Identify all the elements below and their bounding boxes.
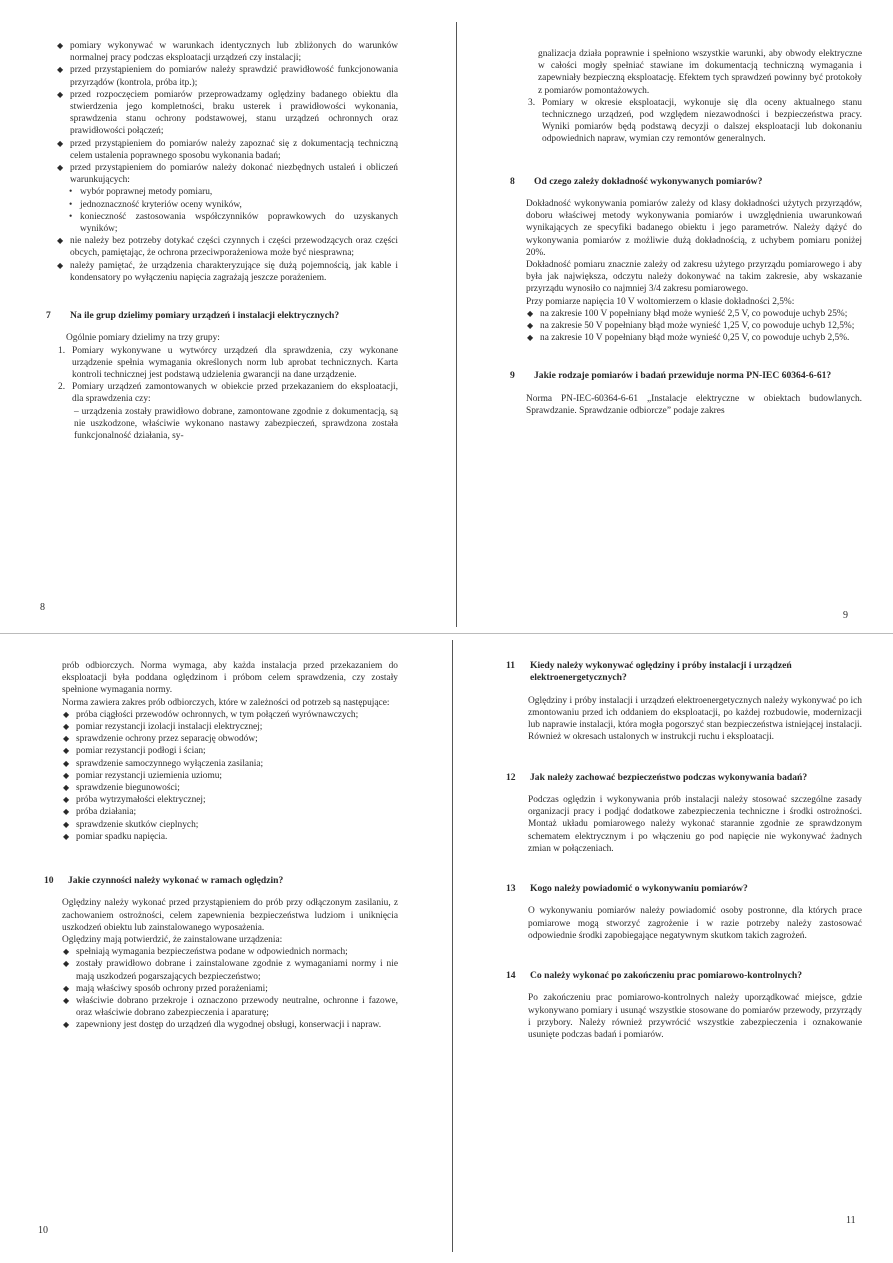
page-number: 11 xyxy=(846,1215,856,1226)
list-item: ◆ próba ciągłości przewodów ochronnych, w tym połączeń wyrównawczych; xyxy=(62,709,398,721)
paragraph: Podczas oględzin i wykonywania prób instalacji należy stosować szczególne zasady organizacji pracy i podjąć dodatkowe zabezpieczenia techniczne i środki ostrożności. Montaż układu pomiarowego należy wykonać starannie zgodnie ze sprawdzonym schematem elektrycznym i po włączeniu go pod napięcie nie wykonywać żadnych zmian w połączeniach. xyxy=(528,795,862,854)
list-item: ◆ próba działania; xyxy=(62,806,398,818)
list-item: ◆ na zakresie 100 V popełniany błąd może wynieść 2,5 V, co powoduje uchyb 25%; xyxy=(526,308,862,320)
page-10 xyxy=(44,660,398,1032)
item-number: 1. xyxy=(58,345,66,356)
question-heading xyxy=(46,310,398,322)
paragraph: Oględziny należy wykonać przed przystąpieniem do prób przy odłączonym zasilaniu, z zachowaniem ostrożności, celem zapewnienia bezpieczeństwa ludziom i uniknięcia uszkodzeń obiektu lub zainstalowanego wyposażenia. xyxy=(62,898,398,933)
bullet-list xyxy=(56,40,398,186)
item-text: Pomiary urządzeń zamontowanych w obiekcie przed przekazaniem do eksploatacji, dla sprawdzenia czy: xyxy=(72,382,398,405)
list-item: ◆ przed rozpoczęciem pomiarów przeprowadzamy oględziny badanego obiektu dla stwierdzenia jego kompletności, braku usterek i prawidłowości wykonania, sprawdzenia stanu ochrony podstawowej, stanu urządzeń ochronnych oraz prawidłowości połączeń; xyxy=(56,89,398,138)
paragraph: Norma PN-IEC-60364-6-61 „Instalacje elektryczne w obiektach budowlanych. Sprawdzanie. Sprawdzanie odbiorcze” podaje zakres xyxy=(526,393,862,417)
list-item: ◆ pomiar rezystancji izolacji instalacji elektrycznej; xyxy=(62,721,398,733)
list-item: ◆ przed przystąpieniem do pomiarów należy dokonać niezbędnych ustaleń i obliczeń warunkujących: xyxy=(56,162,398,186)
list-item: ◆ pomiar spadku napięcia. xyxy=(62,831,398,843)
paragraph: Oględziny i próby instalacji i urządzeń elektroenergetycznych należy wykonywać po ich zmontowaniu przed ich oddaniem do eksploatacji, po każdej rozbudowie, modernizacji lub naprawie instalacji, która mogła pogorszyć stan bezpieczeństwa istniejącej instalacji. Również w okresach ustalonych w instrukcji ruchu i eksploatacji. xyxy=(528,695,862,743)
question-heading xyxy=(510,176,862,188)
bullet-list xyxy=(526,308,862,345)
list-item: • konieczność zastosowania współczynników poprawkowych do uzyskanych wyników; xyxy=(56,211,398,235)
list-item: • wybór poprawnej metody pomiaru, xyxy=(56,186,398,198)
question-heading xyxy=(506,660,862,685)
list-item: ◆ sprawdzenie biegunowości; xyxy=(62,782,398,794)
paragraph: gnalizacja działa poprawnie i spełniono wszystkie warunki, aby obwody elektryczne w całości mogły spełniać stawiane im dokumentacją techniczną wymagania i zapewniały bezpieczną eksploatację. Efektem tych sprawdzeń powinny być protokoły z pomiarów pomontażowych. xyxy=(538,49,862,96)
paragraph: Norma zawiera zakres prób odbiorczych, które w zależności od potrzeb są następujące: xyxy=(62,697,390,708)
question-number: 9 xyxy=(510,370,515,382)
bullet-list xyxy=(56,235,398,284)
list-item: ◆ zapewniony jest dostęp do urządzeń dla wygodnej obsługi, konserwacji i napraw. xyxy=(62,1019,398,1031)
list-item: ◆ sprawdzenie samoczynnego wyłączenia zasilania; xyxy=(62,758,398,770)
question-number: 8 xyxy=(510,175,515,187)
list-item xyxy=(56,345,398,382)
question-title: Kiedy należy wykonywać oględziny i próby instalacji i urządzeń elektroenergetycznych? xyxy=(530,660,792,684)
question-title: Na ile grup dzielimy pomiary urządzeń i instalacji elektrycznych? xyxy=(70,310,340,322)
item-number: 3. xyxy=(528,97,536,108)
sub-list xyxy=(56,186,398,235)
page-number: 10 xyxy=(38,1225,48,1236)
page-11 xyxy=(506,660,862,1041)
item-text: Pomiary w okresie eksploatacji, wykonuje się dla oceny aktualnego stanu technicznego urządzeń, pod względem niezawodności i bezpieczeństwa pracy. Wyniki pomiarów będą podstawą decyzji o dalszej eksploatacji lub dokonaniu odpowiednich napraw, wymian czy remontów generalnych. xyxy=(542,97,862,145)
page-9 xyxy=(510,48,862,417)
list-item xyxy=(56,381,398,405)
paragraph: – urządzenia zostały prawidłowo dobrane, zamontowane zgodnie z dokumentacją, są nie uszkodzone, właściwie wykonano nastawy zabezpieczeń, sprawdzona została funkcjonalność działania, sy- xyxy=(74,406,398,442)
spine-top xyxy=(456,22,457,627)
question-number: 10 xyxy=(44,875,54,887)
question-title: Jakie rodzaje pomiarów i badań przewiduje norma PN-IEC 60364-6-61? xyxy=(534,370,832,382)
paragraph: Ogólnie pomiary dzielimy na trzy grupy: xyxy=(66,333,220,344)
list-item: • jednoznaczność kryteriów oceny wyników, xyxy=(56,199,398,211)
question-number: 13 xyxy=(506,883,516,895)
bullet-list xyxy=(62,709,398,843)
list-item: ◆ sprawdzenie skutków cieplnych; xyxy=(62,819,398,831)
question-title: Od czego zależy dokładność wykonywanych pomiarów? xyxy=(534,175,763,187)
list-item: ◆ należy pamiętać, że urządzenia charakteryzujące się dużą pojemnością, jak kable i kondensatory po wyłączeniu napięcia zagrażają jeszcze porażeniem. xyxy=(56,260,398,284)
bullet-list xyxy=(62,946,398,1031)
paragraph: Dokładność pomiaru znacznie zależy od zakresu użytego przyrządu pomiarowego i aby była jak największa, odczytu należy dokonywać na takim zakresie, aby wskazanie przyrządu wynosiło co najmniej 3/4 zakresu pomiarowego. xyxy=(526,260,862,295)
paragraph: Dokładność wykonywania pomiarów zależy od klasy dokładności użytych przyrządów, doboru właściwej metody wykonywania pomiarów i uwzględnienia uwarunkowań wynikających ze specyfiki badanego obiektu i jego parametrów. Należy dążyć do wykonywania pomiarów z możliwie dużą dokładnością, z uchybem pomiaru poniżej 20%. xyxy=(526,199,862,258)
page-number: 8 xyxy=(40,602,45,613)
item-text: Pomiary wykonywane u wytwórcy urządzeń dla sprawdzenia, czy wykonane urządzenie spełnia wymagania określonych norm lub aprobat technicznych. Karta kontroli technicznej jest podstawą udzielenia gwarancji na dane urządzenie. xyxy=(72,345,398,381)
question-heading xyxy=(506,970,862,982)
list-item: ◆ przed przystąpieniem do pomiarów należy zapoznać się z dokumentacją techniczną celem ustalenia poprawnego sposobu wykonania badań; xyxy=(56,138,398,162)
paragraph: Przy pomiarze napięcia 10 V woltomierzem o klasie dokładności 2,5%: xyxy=(526,296,795,307)
paragraph: Oględziny mają potwierdzić, że zainstalowane urządzenia: xyxy=(62,935,283,946)
question-number: 12 xyxy=(506,771,516,783)
list-item: ◆ pomiar rezystancji podłogi i ścian; xyxy=(62,745,398,757)
question-heading xyxy=(506,883,862,895)
spine-bottom xyxy=(452,640,453,1252)
list-item: ◆ pomiary wykonywać w warunkach identycznych lub zbliżonych do warunków normalnej pracy podczas eksploatacji urządzeń czy instalacji; xyxy=(56,40,398,64)
question-heading xyxy=(44,875,398,887)
question-number: 7 xyxy=(46,310,51,322)
list-item: ◆ sprawdzenie ochrony przez separację obwodów; xyxy=(62,733,398,745)
question-title: Jakie czynności należy wykonać w ramach oględzin? xyxy=(68,875,284,887)
numbered-list xyxy=(526,97,862,146)
item-number: 2. xyxy=(58,382,66,393)
page-number: 9 xyxy=(843,610,848,621)
question-heading xyxy=(510,370,862,382)
list-item: ◆ mają właściwy sposób ochrony przed porażeniami; xyxy=(62,983,398,995)
paragraph: prób odbiorczych. Norma wymaga, aby każda instalacja przed przekazaniem do eksploatacji była poddana oględzinom i próbom celem sprawdzenia, czy zostały spełnione wymagania normy. xyxy=(62,661,398,696)
page-divider xyxy=(0,633,893,634)
list-item: ◆ pomiar rezystancji uziemienia uziomu; xyxy=(62,770,398,782)
question-title: Kogo należy powiadomić o wykonywaniu pomiarów? xyxy=(530,883,748,895)
paragraph: O wykonywaniu pomiarów należy powiadomić osoby postronne, dla których prace pomiarowe mogą stworzyć zagrożenie i w razie potrzeby należy zastosować odpowiednie środki zapobiegające negatywnym skutkom takich zagrożeń. xyxy=(528,906,862,941)
question-title: Jak należy zachować bezpieczeństwo podczas wykonywania badań? xyxy=(530,771,808,783)
list-item: ◆ próba wytrzymałości elektrycznej; xyxy=(62,794,398,806)
question-title: Co należy wykonać po zakończeniu prac pomiarowo-kontrolnych? xyxy=(530,970,803,982)
list-item: ◆ właściwie dobrano przekroje i oznaczono przewody neutralne, ochronne i fazowe, oraz właściwie dobrano zabezpieczenia i aparaturę; xyxy=(62,995,398,1019)
question-number: 14 xyxy=(506,970,516,982)
list-item: ◆ nie należy bez potrzeby dotykać części czynnych i części przewodzących oraz części obcych, pamiętając, że ochrona przeciwporażeniowa może być niesprawna; xyxy=(56,235,398,259)
question-number: 11 xyxy=(506,660,516,671)
list-item: ◆ na zakresie 10 V popełniany błąd może wynieść 0,25 V, co powoduje uchyb 2,5%. xyxy=(526,332,862,344)
list-item xyxy=(526,97,862,146)
list-item: ◆ przed przystąpieniem do pomiarów należy sprawdzić prawidłowość funkcjonowania przyrządów (kontrola, próba itp.); xyxy=(56,64,398,88)
list-item: ◆ spełniają wymagania bezpieczeństwa podane w odpowiednich normach; xyxy=(62,946,398,958)
list-item: ◆ na zakresie 50 V popełniany błąd może wynieść 1,25 V, co powoduje uchyb 12,5%; xyxy=(526,320,862,332)
list-item: ◆ zostały prawidłowo dobrane i zainstalowane zgodnie z wymaganiami normy i nie mają uszkodzeń pogarszających bezpieczeństwo; xyxy=(62,958,398,982)
page-8 xyxy=(46,40,398,442)
numbered-list xyxy=(56,345,398,406)
question-heading xyxy=(506,772,862,784)
paragraph: Po zakończeniu prac pomiarowo-kontrolnych należy uporządkować miejsce, gdzie wykonywano pomiary i usunąć wszystkie stosowane do pomiarów przewody, przyrządy i przybory. Należy również przywrócić wszystkie zabezpieczenia i oznakowanie usunięte podczas badań i pomiarów. xyxy=(528,993,862,1041)
